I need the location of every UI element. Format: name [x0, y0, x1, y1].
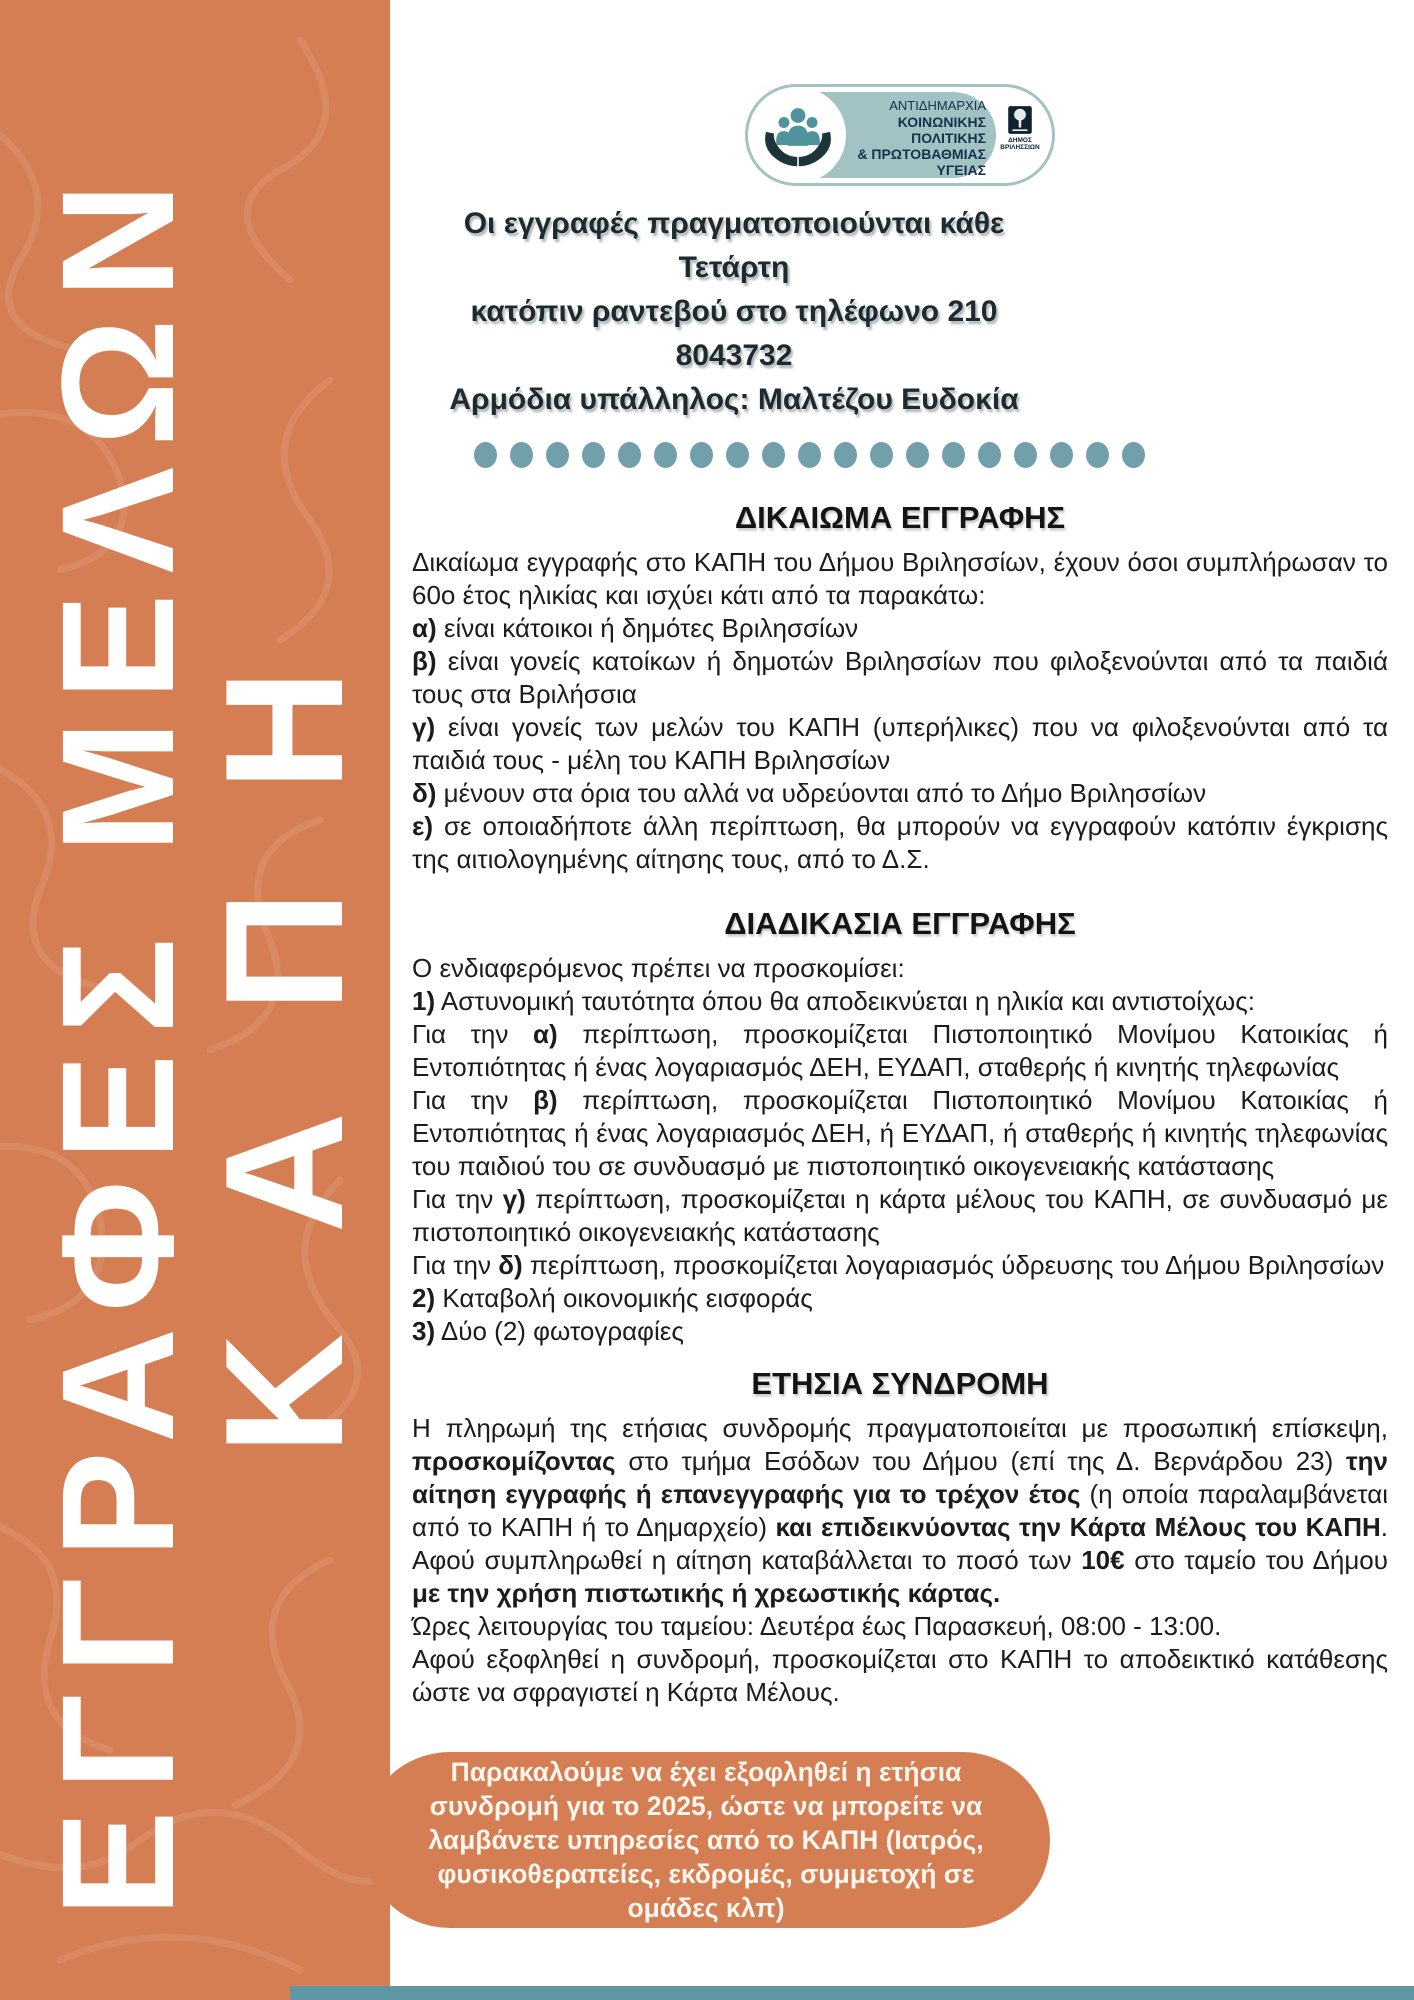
section-heading-registration-process: ΔΙΑΔΙΚΑΣΙΑ ΕΓΓΡΑΦΗΣ	[724, 906, 1076, 941]
sidebar-vertical-title-sub: ΚΑΠΗ	[190, 569, 378, 1455]
dot	[942, 442, 965, 468]
subscription-reminder-text: Παρακαλούμε να έχει εξοφληθεί η ετήσια συνδρομή για το 2025, ώστε να μπορείτε να λαμβάνετε υπηρεσίες από το ΚΑΠΗ (Ιατρός, φυσικοθεραπείες, εκδρομές, συμμετοχή σε ομάδες κλπ)	[428, 1757, 984, 1923]
municipality-emblem-icon	[1007, 105, 1033, 135]
logo-circle	[750, 87, 846, 183]
appointment-header-line: κατόπιν ραντεβού στο τηλέφωνο 210 8043732	[470, 295, 998, 372]
dot	[870, 442, 893, 468]
logo-dept-line: ΠΟΛΙΤΙΚΗΣ	[911, 130, 986, 146]
municipality-name-line: ΒΡΙΛΗΣΣΙΩΝ	[1000, 144, 1040, 151]
dot	[762, 442, 785, 468]
municipality-emblem	[998, 105, 1042, 151]
hands-holding-people-icon	[759, 96, 837, 174]
logo-dept-line: ΚΟΙΝΩΝΙΚΗΣ	[897, 114, 986, 130]
dot	[834, 442, 857, 468]
dot	[906, 442, 929, 468]
dot	[1086, 442, 1109, 468]
dot	[474, 442, 497, 468]
dot	[726, 442, 749, 468]
section-heading-registration-right: ΔΙΚΑΙΩΜΑ ΕΓΓΡΑΦΗΣ	[734, 500, 1066, 535]
department-logo	[745, 84, 1055, 186]
subscription-reminder-box	[362, 1752, 1050, 1928]
logo-row	[412, 84, 1388, 186]
dots-divider	[474, 442, 1388, 468]
dot	[582, 442, 605, 468]
section-body-annual-subscription: Η πληρωμή της ετήσιας συνδρομής πραγματοποιείται με προσωπική επίσκεψη, προσκομίζοντας στο τμήμα Εσόδων του Δήμου (επί της Δ. Βερνάρδου 23) την αίτηση εγγραφής ή επανεγγραφής για το τρέχον έτος (η οποία παραλαμβάνεται από το ΚΑΠΗ ή το Δημαρχείο) και επιδεικνύοντας την Κάρτα Μέλους του ΚΑΠΗ. Αφού συμπληρωθεί η αίτηση καταβάλλεται το ποσό των 10€ στο ταμείο του Δήμου με την χρήση πιστωτικής ή χρεωστικής κάρτας. Ώρες λειτουργίας του ταμείου: Δευτέρα έως Παρασκευή, 08:00 - 13:00. Αφού εξοφληθεί η συνδρομή, προσκομίζεται στο ΚΑΠΗ το αποδεικτικό κατάθεσης ώστε να σφραγιστεί η Κάρτα Μέλους.	[412, 1413, 1388, 1707]
dot	[798, 442, 821, 468]
dot	[1014, 442, 1037, 468]
main-content	[390, 0, 1414, 1709]
section-body-registration-process: Ο ενδιαφερόμενος πρέπει να προσκομίσει: 1) Αστυνομική ταυτότητα όπου θα αποδεικνύεται η ηλικία και αντιστοίχως: Για την α) περίπτωση, προσκομίζεται Πιστοποιητικό Μονίμου Κατοικίας ή Εντοπιότητας ή ένας λογαριασμός ΔΕΗ, ΕΥΔΑΠ, σταθερής ή κινητής τηλεφωνίας Για την β) περίπτωση, προσκομίζεται Πιστοποιητικό Μονίμου Κατοικίας ή Εντοπιότητας ή ένας λογαριασμός ΔΕΗ, ή ΕΥΔΑΠ, ή σταθερής ή κινητής τηλεφωνίας του παιδιού του σε συνδυασμό με πιστοποιητικό οικογενειακής κατάστασης Για την γ) περίπτωση, προσκομίζεται η κάρτα μέλους του ΚΑΠΗ, σε συνδυασμό με πιστοποιητικό οικογενειακής κατάστασης Για την δ) περίπτωση, προσκομίζεται λογαριασμός ύδρευσης του Δήμου Βριλησσίων 2) Καταβολή οικονομικής εισφοράς 3) Δύο (2) φωτογραφίες	[412, 953, 1388, 1346]
sidebar	[0, 0, 390, 2000]
municipality-name-line: ΔΗΜΟΣ	[1008, 137, 1032, 144]
section-heading-annual-subscription: ΕΤΗΣΙΑ ΣΥΝΔΡΟΜΗ	[751, 1366, 1049, 1401]
sidebar-vertical-title-main: ΕΓΓΡΑΦΕΣ ΜΕΛΩΝ	[28, 162, 207, 1918]
logo-department-text	[857, 98, 986, 178]
dot	[654, 442, 677, 468]
bottom-teal-strip	[290, 1986, 1414, 2000]
dot	[510, 442, 533, 468]
logo-dept-line: ΥΓΕΙΑΣ	[936, 162, 986, 178]
appointment-header-line: Αρμόδια υπάλληλος: Μαλτέζου Ευδοκία	[449, 383, 1019, 416]
dot	[978, 442, 1001, 468]
dot	[1122, 442, 1145, 468]
logo-dept-line: ΑΝΤΙΔΗΜΑΡΧΙΑ	[889, 98, 986, 113]
section-body-registration-right: Δικαίωμα εγγραφής στο ΚΑΠΗ του Δήμου Βριλησσίων, έχουν όσοι συμπλήρωσαν το 60ο έτος ηλικίας και ισχύει κάτι από τα παρακάτω: α) είναι κάτοικοι ή δημότες Βριλησσίων β) είναι γονείς κατοίκων ή δημοτών Βριλησσίων που φιλοξενούνται από τα παιδιά τους στα Βριλήσσια γ) είναι γονείς των μελών του ΚΑΠΗ (υπερήλικες) που να φιλοξενούνται από τα παιδιά τους - μέλη του ΚΑΠΗ Βριλησσίων δ) μένουν στα όρια του αλλά να υδρεύονται από το Δήμο Βριλησσίων ε) σε οποιαδήποτε άλλη περίπτωση, θα μπορούν να εγγραφούν κατόπιν έγκρισης της αιτιολογημένης αίτησης τους, από το Δ.Σ.	[412, 547, 1388, 874]
dot	[1050, 442, 1073, 468]
dot	[690, 442, 713, 468]
logo-dept-line: & ΠΡΩΤΟΒΑΘΜΙΑΣ	[857, 146, 986, 162]
dot	[546, 442, 569, 468]
appointment-header-line: Οι εγγραφές πραγματοποιούνται κάθε Τετάρτη	[463, 207, 1005, 284]
dot	[618, 442, 641, 468]
appointment-header	[424, 202, 1044, 422]
